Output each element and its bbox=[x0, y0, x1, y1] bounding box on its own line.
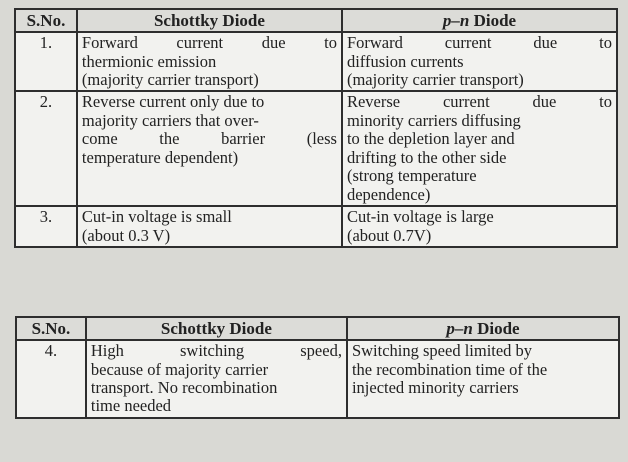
cell-line: the recombination time of the bbox=[351, 359, 548, 379]
cell-line: temperature dependent) bbox=[81, 147, 239, 167]
cell-line: transport. No recombination bbox=[90, 377, 278, 397]
cell-line: dependence) bbox=[346, 184, 431, 204]
cell-line: minority carriers diffusing bbox=[346, 110, 521, 130]
header-pn-italic: p–n bbox=[446, 319, 473, 338]
schottky-cell bbox=[77, 91, 342, 206]
schottky-cell bbox=[86, 340, 347, 418]
cell-line: drifting to the other side bbox=[346, 147, 507, 167]
cell-line: majority carriers that over- bbox=[81, 110, 259, 130]
cell-line: Forward current due to bbox=[346, 33, 612, 53]
pn-cell bbox=[347, 340, 619, 418]
header-schottky: Schottky Diode bbox=[77, 9, 342, 32]
cell-line: (about 0.3 V) bbox=[81, 225, 171, 245]
schottky-cell bbox=[77, 206, 342, 247]
comparison-table-2 bbox=[15, 316, 620, 419]
cell-line: diffusion currents bbox=[346, 51, 464, 71]
header-sno: S.No. bbox=[15, 9, 77, 32]
table-row bbox=[16, 340, 619, 418]
row-sno: 4. bbox=[16, 340, 86, 418]
cell-line: come the barrier (less bbox=[81, 129, 337, 149]
table-row bbox=[15, 32, 617, 91]
header-pn-italic: p–n bbox=[442, 11, 470, 30]
row-sno: 2. bbox=[15, 91, 77, 206]
cell-line: Reverse current due to bbox=[346, 92, 612, 112]
pn-cell bbox=[342, 206, 617, 247]
header-pn bbox=[347, 317, 619, 340]
table-header-row bbox=[15, 9, 617, 32]
cell-line: (majority carrier transport) bbox=[81, 69, 259, 89]
cell-line: to the depletion layer and bbox=[346, 129, 515, 149]
comparison-table-1 bbox=[14, 8, 618, 248]
header-pn-rest: Diode bbox=[472, 319, 520, 338]
row-sno: 3. bbox=[15, 206, 77, 247]
pn-cell bbox=[342, 91, 617, 206]
cell-line: injected minority carriers bbox=[351, 377, 519, 397]
header-pn bbox=[342, 9, 617, 32]
cell-line: (majority carrier transport) bbox=[346, 69, 524, 89]
header-schottky: Schottky Diode bbox=[86, 317, 347, 340]
header-pn-rest: Diode bbox=[469, 11, 517, 30]
row-sno: 1. bbox=[15, 32, 77, 91]
cell-line: Switching speed limited by bbox=[351, 341, 533, 361]
cell-line: (about 0.7V) bbox=[346, 225, 432, 245]
cell-line: because of majority carrier bbox=[90, 359, 269, 379]
cell-line: Reverse current only due to bbox=[81, 92, 265, 112]
cell-line: High switching speed, bbox=[90, 341, 342, 361]
schottky-cell bbox=[77, 32, 342, 91]
table-row bbox=[15, 91, 617, 206]
cell-line: Cut-in voltage is large bbox=[346, 207, 494, 227]
table-header-row bbox=[16, 317, 619, 340]
cell-line: thermionic emission bbox=[81, 51, 217, 71]
header-sno: S.No. bbox=[16, 317, 86, 340]
table-row bbox=[15, 206, 617, 247]
cell-line: time needed bbox=[90, 396, 172, 416]
cell-line: Forward current due to bbox=[81, 33, 337, 53]
cell-line: Cut-in voltage is small bbox=[81, 207, 232, 227]
cell-line: (strong temperature bbox=[346, 166, 477, 186]
pn-cell bbox=[342, 32, 617, 91]
